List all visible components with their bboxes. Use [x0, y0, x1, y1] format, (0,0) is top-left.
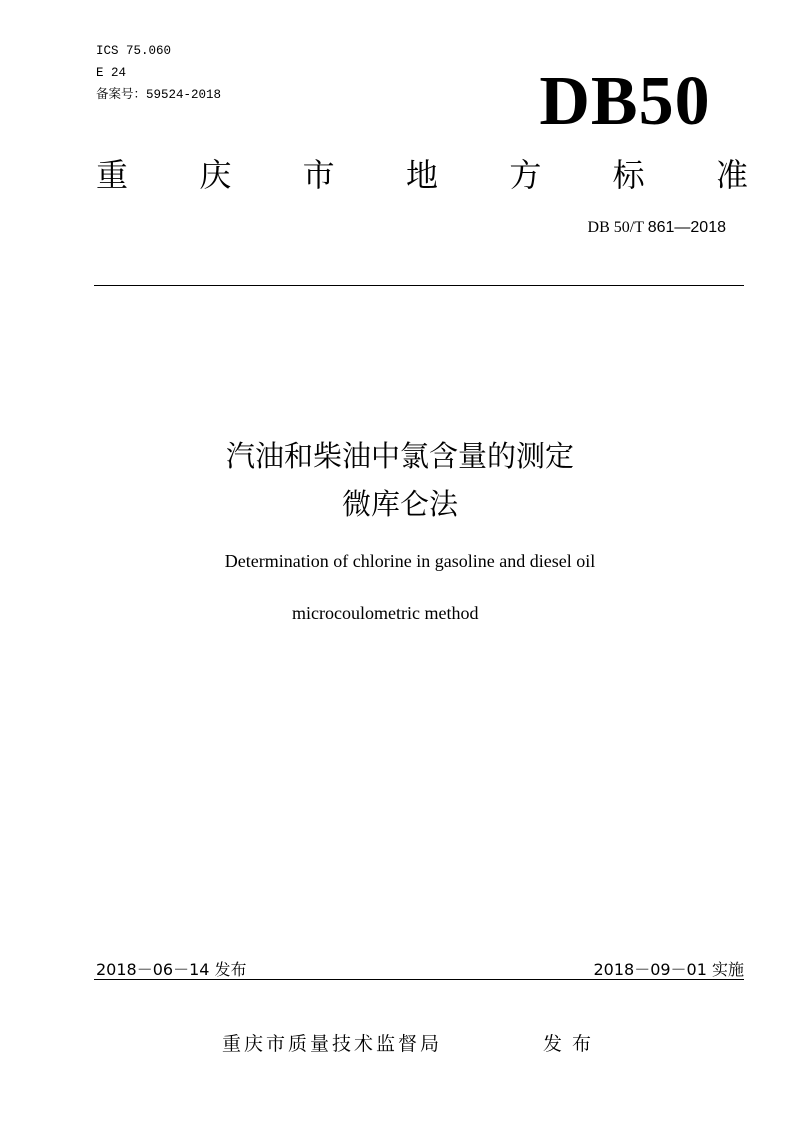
- standard-logo: DB50: [539, 63, 711, 140]
- implement-date: 2018－09－01 实施: [593, 960, 744, 979]
- bottom-divider: [94, 979, 744, 980]
- standard-number-prefix: DB 50/T: [587, 219, 648, 236]
- standard-number-value: 861—2018: [647, 219, 726, 236]
- category-char: 市: [302, 156, 335, 194]
- chinese-title-line-1: 汽油和柴油中氯含量的测定: [225, 439, 574, 473]
- issue-label: 发布: [543, 1033, 602, 1055]
- issuing-authority: 重庆市质量技术监督局: [222, 1033, 443, 1055]
- category-char: 标: [612, 156, 645, 194]
- ccs-code: E 24: [96, 66, 127, 80]
- record-number: 备案号：59524-2018: [96, 88, 222, 102]
- category-char: 地: [405, 156, 438, 194]
- category-char: 重: [96, 156, 129, 194]
- chinese-title: [0, 432, 800, 528]
- chinese-title-line-2: 微库仑法: [341, 487, 458, 521]
- top-divider: [94, 285, 744, 286]
- category-char: 准: [715, 156, 748, 194]
- standard-category: [96, 150, 748, 200]
- ics-code: ICS 75.060: [96, 44, 172, 58]
- header-metadata: [96, 40, 221, 106]
- standard-number: [588, 216, 726, 240]
- publish-date: 2018－06－14 发布: [96, 960, 247, 979]
- category-char: 方: [509, 156, 542, 194]
- english-title-line-1: Determination of chlorine in gasoline and diesel oil: [224, 551, 596, 571]
- category-char: 庆: [199, 156, 232, 194]
- english-title-line-2: microcoulometric method: [292, 603, 479, 623]
